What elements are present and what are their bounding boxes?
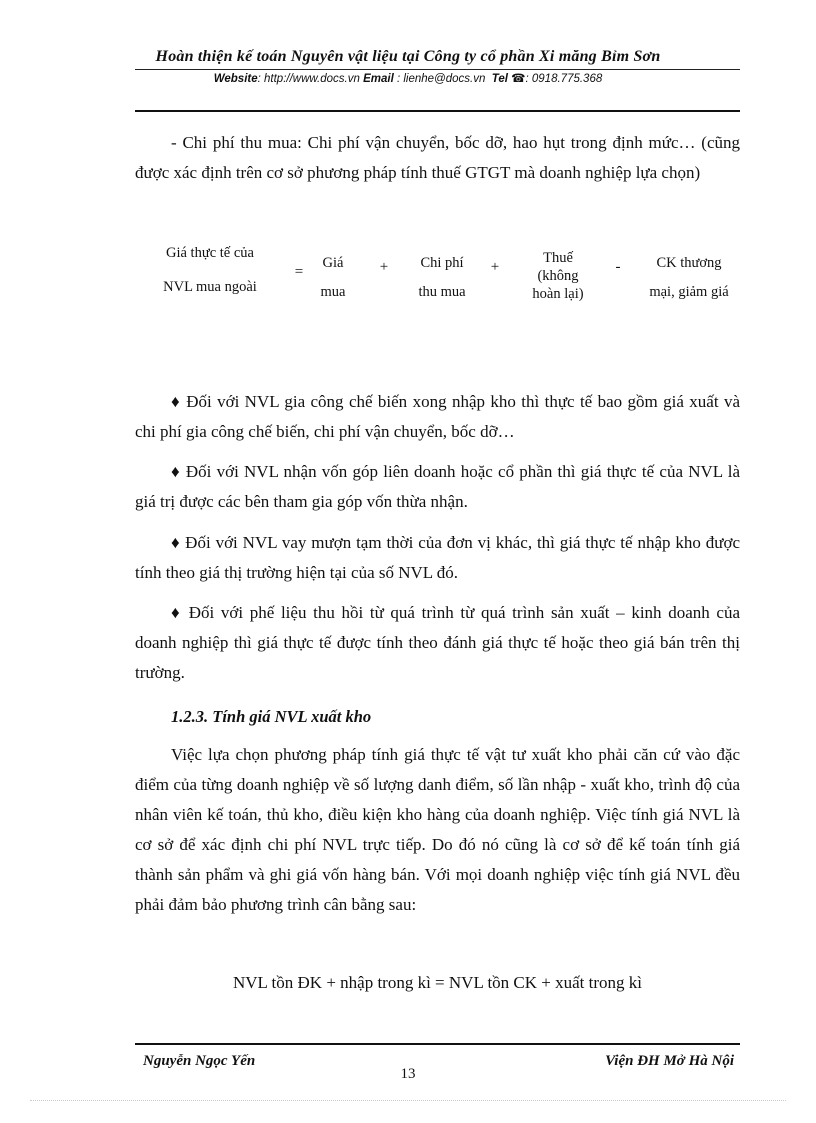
section-paragraph: Việc lựa chọn phương pháp tính giá thực tế vật tư xuất kho phải căn cứ vào đặc điểm của từng doanh nghiệp về số lượng danh điểm, số lần nhập - xuất kho, trình độ của nhân viên kế toán, thủ kho, điều kiện kho hàng của doanh nghiệp. Việc tính giá NVL là cơ sở để xác định chi phí NVL trực tiếp. Do đó nó cũng là cơ sở để kế toán tính giá thành sản phẩm và ghi giá vốn hàng bán. Với mọi doanh nghiệp việc tính giá NVL đều phải đảm bảo phương trình cân bằng sau: xyxy=(135,745,740,914)
header-rule-top xyxy=(135,69,740,70)
email-label: Email xyxy=(363,73,394,85)
formula-op-minus: - xyxy=(615,259,621,275)
header-contact-line xyxy=(0,71,816,85)
formula-op-plus-1: + xyxy=(379,259,389,275)
formula-op-plus-2: + xyxy=(490,259,500,275)
footer-institution: Viện ĐH Mở Hà Nội xyxy=(605,1053,734,1069)
formula-op-equals: = xyxy=(294,264,304,280)
document-header-title: Hoàn thiện kế toán Nguyên vật liệu tại Công ty cổ phần Xi măng Bỉm Sơn xyxy=(155,48,661,65)
formula-term-tax: Thuế (không hoàn lại) xyxy=(532,250,584,302)
email-link[interactable]: : lienhe@docs.vn xyxy=(393,73,486,85)
bullet-scrap-recovery: ♦ Đối với phế liệu thu hồi từ quá trình từ quá trình sản xuất – kinh doanh của doanh nghiệp thì giá thực tế được tính theo đánh giá thực tế hoặc theo giá bán trên thị trường. xyxy=(135,603,740,682)
page-number: 13 xyxy=(400,1066,416,1082)
formula-term-purchase-cost: Chi phí thu mua xyxy=(418,255,466,300)
footer-rule xyxy=(135,1043,740,1045)
formula-term-purchase-price: Giá mua xyxy=(320,255,346,300)
bullet-contributed-capital: ♦ Đối với NVL nhận vốn góp liên doanh hoặc cổ phần thì giá thực tế của NVL là giá trị được các bên tham gia góp vốn thừa nhận. xyxy=(135,462,740,511)
formula-term-actual-price: Giá thực tế của NVL mua ngoài xyxy=(163,245,257,295)
header-rule-bottom xyxy=(135,110,740,112)
formula-term-discount: CK thương mại, giảm giá xyxy=(649,255,729,300)
page-bottom-dotted-line xyxy=(30,1100,786,1101)
website-label: Website xyxy=(213,73,258,85)
balance-equation: NVL tồn ĐK + nhập trong kì = NVL tồn CK + xuất trong kì xyxy=(232,973,643,992)
intro-paragraph: - Chi phí thu mua: Chi phí vận chuyển, bốc dỡ, hao hụt trong định mức… (cũng được xác định trên cơ sở phương pháp tính thuế GTGT mà doanh nghiệp lựa chọn) xyxy=(135,133,740,182)
tel-label: Tel xyxy=(491,73,508,85)
website-link[interactable]: : http://www.docs.vn xyxy=(257,73,360,85)
bullet-borrowed-materials: ♦ Đối với NVL vay mượn tạm thời của đơn vị khác, thì giá thực tế nhập kho được tính theo giá thị trường hiện tại của số NVL đó. xyxy=(135,533,740,582)
bullet-processed-materials: ♦ Đối với NVL gia công chế biến xong nhập kho thì thực tế bao gồm giá xuất và chi phí gia công chế biến, chi phí vận chuyển, bốc dỡ… xyxy=(135,392,740,441)
footer-author: Nguyễn Ngọc Yến xyxy=(143,1053,256,1069)
section-heading: 1.2.3. Tính giá NVL xuất kho xyxy=(171,707,372,726)
tel-value: : 0918.775.368 xyxy=(525,73,603,85)
phone-icon: ☎ xyxy=(511,73,526,85)
